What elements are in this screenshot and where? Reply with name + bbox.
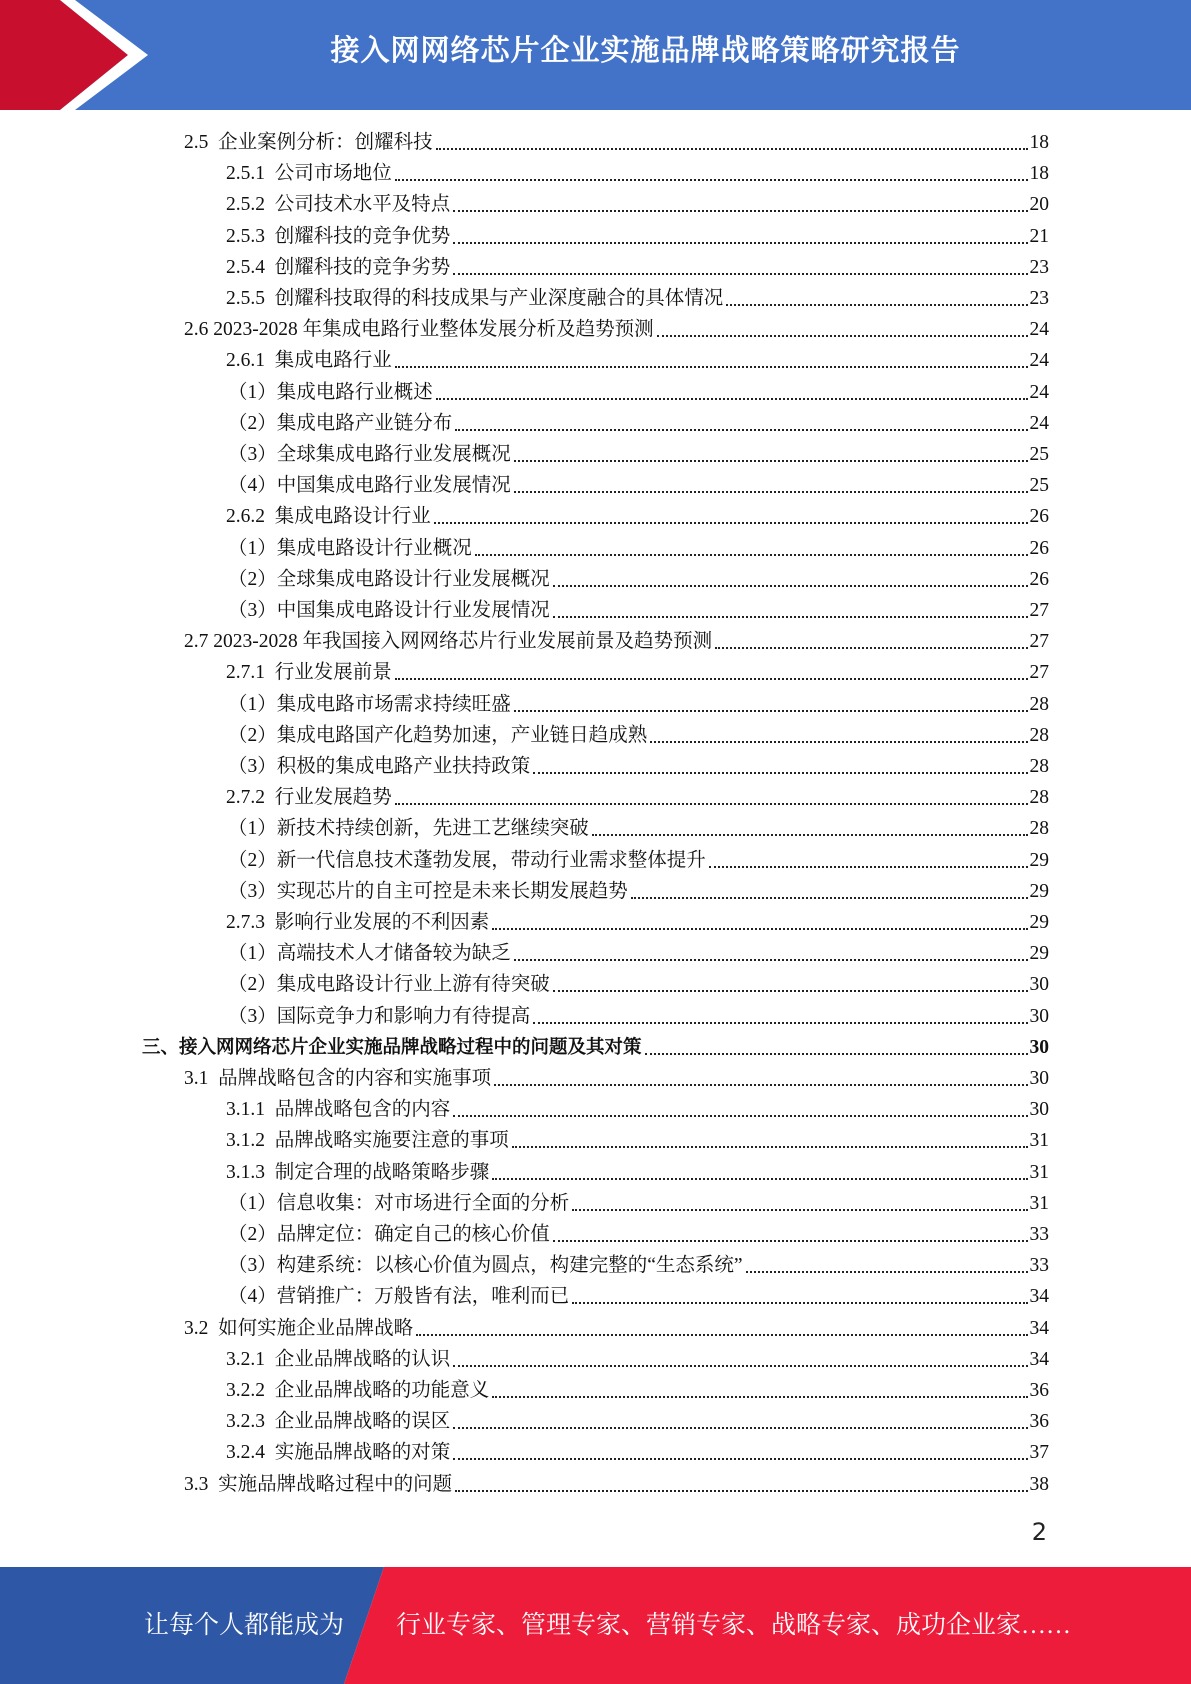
toc-entry-number: 2.5	[184, 132, 219, 153]
toc-entry[interactable]	[226, 158, 1049, 189]
toc-entry-page: 36	[1029, 1380, 1049, 1401]
toc-dot-leader	[453, 209, 1027, 212]
toc-entry[interactable]	[228, 533, 1049, 564]
toc-dot-leader	[453, 241, 1027, 244]
toc-entry-number: 3.2.3	[226, 1411, 275, 1433]
toc-entry[interactable]	[226, 189, 1049, 220]
toc-dot-leader	[553, 584, 1028, 587]
toc-entry-page: 24	[1029, 350, 1049, 372]
toc-entry-page: 34	[1029, 1317, 1049, 1339]
toc-entry-title: 实施品牌战略过程中的问题	[218, 1473, 453, 1495]
toc-dot-leader	[436, 397, 1028, 400]
toc-entry-title: 营销推广：万般皆有法，唯利而已	[276, 1286, 570, 1308]
toc-dot-leader	[475, 553, 1028, 556]
toc-entry-number: 2.5.3	[226, 225, 275, 247]
toc-entry-page: 30	[1029, 1099, 1049, 1121]
toc-entry-page: 31	[1029, 1161, 1049, 1183]
toc-dot-leader	[726, 303, 1027, 306]
toc-dot-leader	[746, 1270, 1028, 1273]
toc-dot-leader	[533, 771, 1027, 774]
toc-entry[interactable]	[228, 595, 1049, 626]
toc-entry-title: 集成电路产业链分布	[276, 412, 453, 434]
toc-entry-number: 2.7	[184, 631, 214, 653]
toc-dot-leader	[395, 178, 1028, 181]
toc-entry-title: 实现芯片的自主可控是未来长期发展趋势	[276, 880, 628, 902]
toc-entry-title: 品牌战略包含的内容和实施事项	[218, 1068, 492, 1089]
toc-entry-number: 2.6.2	[226, 506, 275, 528]
toc-entry-page: 27	[1029, 662, 1049, 684]
toc-entry-page: 34	[1029, 1286, 1049, 1308]
toc-entry-title: 2023-2028 年集成电路行业整体发展分析及趋势预测	[213, 319, 654, 341]
toc-dot-leader	[494, 1083, 1027, 1086]
toc-entry-number: 3.3	[184, 1473, 219, 1495]
toc-entry[interactable]	[226, 345, 1049, 376]
toc-dot-leader	[453, 1114, 1027, 1117]
toc-entry[interactable]	[226, 1406, 1049, 1437]
toc-entry-number: （2）	[228, 1224, 277, 1245]
toc-entry-number: （1）	[228, 1192, 277, 1214]
toc-entry-page: 27	[1029, 600, 1049, 621]
toc-entry-title: 制定合理的战略策略步骤	[274, 1161, 490, 1183]
toc-entry-title: 全球集成电路行业发展概况	[276, 444, 511, 465]
toc-entry-page: 25	[1029, 444, 1049, 465]
toc-entry-page: 28	[1029, 693, 1049, 715]
toc-entry-number: （1）	[228, 693, 277, 715]
toc-entry-title: 集成电路设计行业上游有待突破	[276, 974, 550, 996]
toc-entry-number: （3）	[228, 600, 277, 621]
toc-entry-title: 构建系统：以核心价值为圆点，构建完整的“生态系统”	[276, 1255, 743, 1277]
toc-entry-page: 21	[1029, 225, 1049, 247]
toc-entry-title: 行业发展前景	[274, 662, 392, 684]
toc-entry-page: 26	[1029, 506, 1049, 528]
toc-entry-number: 3.2.1	[226, 1348, 275, 1370]
toc-entry-title: 创耀科技取得的科技成果与产业深度融合的具体情况	[274, 288, 724, 309]
toc-entry[interactable]	[226, 907, 1049, 938]
header-arrow-decoration	[0, 0, 160, 110]
toc-dot-leader	[512, 1145, 1028, 1148]
toc-entry-page: 20	[1029, 194, 1049, 216]
toc-dot-leader	[492, 1177, 1027, 1180]
toc-entry-title: 企业品牌战略的功能意义	[274, 1380, 490, 1401]
toc-entry-number: 2.5.4	[226, 256, 275, 278]
toc-entry[interactable]	[228, 1188, 1049, 1219]
toc-entry-page: 26	[1029, 537, 1049, 559]
toc-dot-leader	[572, 1301, 1027, 1304]
toc-entry[interactable]	[228, 1250, 1049, 1281]
toc-dot-leader	[492, 927, 1027, 930]
toc-entry[interactable]	[228, 1219, 1049, 1250]
toc-entry-title: 企业品牌战略的误区	[274, 1411, 451, 1433]
toc-entry-title: 企业案例分析：创耀科技	[218, 132, 433, 153]
toc-entry-number: 2.7.3	[226, 912, 275, 933]
toc-entry-number: 3.2.2	[226, 1380, 275, 1401]
toc-entry-number: （3）	[228, 756, 277, 777]
toc-dot-leader	[645, 1052, 1028, 1055]
toc-dot-leader	[715, 646, 1027, 649]
toc-entry-page: 36	[1029, 1411, 1049, 1433]
toc-entry-number: 三、	[142, 1036, 180, 1058]
toc-entry-page: 30	[1029, 1068, 1049, 1089]
toc-entry[interactable]	[226, 1125, 1049, 1156]
toc-entry-page: 30	[1029, 1005, 1049, 1027]
toc-dot-leader	[436, 147, 1028, 150]
toc-entry-title: 如何实施企业品牌战略	[218, 1317, 414, 1339]
toc-entry-number: 3.2.4	[226, 1442, 275, 1464]
toc-entry-page: 33	[1029, 1224, 1049, 1245]
toc-entry[interactable]	[228, 377, 1049, 408]
page-number: 2	[1031, 1518, 1047, 1546]
toc-entry-page: 29	[1029, 880, 1049, 902]
toc-entry-title: 全球集成电路设计行业发展概况	[276, 568, 550, 590]
toc-entry[interactable]	[228, 845, 1049, 876]
toc-dot-leader	[514, 709, 1028, 712]
toc-dot-leader	[514, 490, 1028, 493]
toc-entry-page: 23	[1029, 256, 1049, 278]
toc-entry-number: （4）	[228, 475, 277, 497]
toc-entry-number: （1）	[228, 537, 277, 559]
toc-entry-title: 高端技术人才储备较为缺乏	[276, 943, 511, 965]
footer-slogan-left: 让每个人都能成为	[144, 1612, 345, 1639]
toc-entry[interactable]	[228, 751, 1049, 782]
toc-entry-page: 31	[1029, 1192, 1049, 1214]
toc-entry-page: 26	[1029, 568, 1049, 590]
toc-entry-page: 37	[1029, 1442, 1049, 1464]
toc-entry-number: 2.7.1	[226, 662, 275, 684]
toc-entry-number: 3.1.3	[226, 1161, 275, 1183]
toc-entry-number: （4）	[228, 1286, 277, 1308]
toc-dot-leader	[395, 677, 1028, 680]
toc-dot-leader	[455, 1489, 1027, 1492]
toc-entry-title: 影响行业发展的不利因素	[274, 912, 490, 933]
toc-entry-page: 18	[1029, 132, 1049, 153]
toc-dot-leader	[395, 365, 1028, 368]
toc-entry-number: 2.5.2	[226, 194, 275, 216]
toc-entry[interactable]	[228, 408, 1049, 439]
toc-entry-title: 实施品牌战略的对策	[274, 1442, 451, 1464]
toc-entry-title: 新技术持续创新，先进工艺继续突破	[276, 818, 589, 840]
toc-entry[interactable]	[226, 1094, 1049, 1125]
toc-entry[interactable]	[226, 283, 1049, 314]
toc-entry-title: 信息收集：对市场进行全面的分析	[276, 1192, 570, 1214]
toc-entry-number: （3）	[228, 1005, 277, 1027]
toc-entry-number: （3）	[228, 880, 277, 902]
toc-entry[interactable]	[228, 938, 1049, 969]
toc-dot-leader	[553, 615, 1028, 618]
toc-dot-leader	[709, 865, 1028, 868]
toc-entry[interactable]	[184, 1063, 1049, 1094]
toc-entry-title: 创耀科技的竞争优势	[274, 225, 451, 247]
toc-dot-leader	[492, 1395, 1027, 1398]
toc-entry-page: 28	[1029, 756, 1049, 777]
toc-entry-page: 28	[1029, 724, 1049, 746]
toc-entry-number: 3.1	[184, 1068, 219, 1089]
toc-entry-title: 积极的集成电路产业扶持政策	[276, 756, 531, 777]
toc-entry-number: （1）	[228, 818, 277, 840]
toc-entry-page: 31	[1029, 1130, 1049, 1152]
toc-entry[interactable]	[228, 439, 1049, 470]
toc-entry-page: 24	[1029, 381, 1049, 403]
toc-entry[interactable]	[228, 689, 1049, 720]
toc-entry-title: 集成电路设计行业	[274, 506, 431, 528]
toc-entry-title: 中国集成电路行业发展情况	[276, 475, 511, 497]
toc-dot-leader	[453, 272, 1027, 275]
toc-entry[interactable]	[226, 1157, 1049, 1188]
toc-entry-page: 38	[1029, 1473, 1049, 1495]
toc-entry-page: 18	[1029, 163, 1049, 185]
toc-entry-title: 2023-2028 年我国接入网网络芯片行业发展前景及趋势预测	[213, 631, 713, 653]
toc-dot-leader	[553, 1239, 1028, 1242]
toc-dot-leader	[650, 740, 1027, 743]
toc-entry[interactable]	[184, 127, 1049, 158]
toc-entry-title: 国际竞争力和影响力有待提高	[276, 1005, 531, 1027]
toc-entry-title: 创耀科技的竞争劣势	[274, 256, 451, 278]
toc-entry-page: 34	[1029, 1348, 1049, 1370]
toc-entry-title: 品牌战略实施要注意的事项	[274, 1130, 509, 1152]
footer-slogan-right: 行业专家、管理专家、营销专家、战略专家、成功企业家……	[396, 1612, 1072, 1639]
toc-dot-leader	[455, 428, 1027, 431]
toc-entry-page: 24	[1029, 319, 1049, 341]
toc-entry-number: （3）	[228, 1255, 277, 1277]
toc-dot-leader	[395, 802, 1028, 805]
toc-entry[interactable]	[228, 1281, 1049, 1312]
toc-entry[interactable]	[226, 221, 1049, 252]
toc-dot-leader	[416, 1333, 1027, 1336]
toc-dot-leader	[514, 459, 1028, 462]
toc-entry-title: 集成电路国产化趋势加速，产业链日趋成熟	[276, 724, 648, 746]
toc-entry[interactable]	[228, 720, 1049, 751]
toc-entry-title: 新一代信息技术蓬勃发展，带动行业需求整体提升	[276, 849, 706, 871]
toc-entry-number: 2.6	[184, 319, 214, 341]
page-header	[0, 0, 1191, 110]
toc-entry[interactable]	[226, 782, 1049, 813]
toc-entry-page: 27	[1029, 631, 1049, 653]
toc-entry-page: 30	[1029, 974, 1049, 996]
toc-entry-title: 公司技术水平及特点	[274, 194, 451, 216]
toc-entry-title: 集成电路市场需求持续旺盛	[276, 693, 511, 715]
toc-entry[interactable]	[228, 1001, 1049, 1032]
toc-entry[interactable]	[184, 314, 1049, 345]
toc-entry-title: 集成电路行业	[274, 350, 392, 372]
page-footer	[0, 1567, 1191, 1684]
toc-entry-page: 28	[1029, 787, 1049, 809]
toc-entry-number: 3.2	[184, 1317, 219, 1339]
toc-entry-title: 行业发展趋势	[274, 787, 392, 809]
toc-entry[interactable]	[226, 1344, 1049, 1375]
toc-entry[interactable]	[184, 1469, 1049, 1500]
toc-entry-page: 23	[1029, 288, 1049, 309]
toc-entry[interactable]	[228, 876, 1049, 907]
toc-entry-number: （1）	[228, 943, 277, 965]
toc-entry-number: （2）	[228, 724, 277, 746]
toc-entry-number: （2）	[228, 568, 277, 590]
toc-entry-title: 集成电路设计行业概况	[276, 537, 472, 559]
toc-entry-page: 30	[1029, 1036, 1049, 1058]
toc-dot-leader	[631, 896, 1028, 899]
toc-entry-title: 企业品牌战略的认识	[274, 1348, 451, 1370]
toc-entry-number: （2）	[228, 974, 277, 996]
toc-entry-title: 公司市场地位	[274, 163, 392, 185]
toc-entry-number: 3.1.1	[226, 1099, 275, 1121]
toc-dot-leader	[533, 1021, 1027, 1024]
toc-chapter-entry[interactable]	[142, 1032, 1049, 1063]
toc-dot-leader	[592, 833, 1028, 836]
toc-entry-number: 3.1.2	[226, 1130, 275, 1152]
toc-dot-leader	[453, 1457, 1027, 1460]
toc-dot-leader	[453, 1426, 1027, 1429]
toc-entry[interactable]	[228, 470, 1049, 501]
toc-entry-title: 集成电路行业概述	[276, 381, 433, 403]
toc-entry-page: 33	[1029, 1255, 1049, 1277]
toc-entry-page: 29	[1029, 912, 1049, 933]
toc-dot-leader	[553, 989, 1028, 992]
toc-entry[interactable]	[226, 252, 1049, 283]
report-title: 接入网网络芯片企业实施品牌战略策略研究报告	[330, 33, 961, 67]
toc-entry[interactable]	[226, 1437, 1049, 1468]
toc-entry[interactable]	[226, 657, 1049, 688]
toc-dot-leader	[453, 1364, 1027, 1367]
toc-entry-page: 29	[1029, 943, 1049, 965]
toc-entry-page: 24	[1029, 412, 1049, 434]
toc-entry[interactable]	[228, 813, 1049, 844]
toc-entry[interactable]	[228, 969, 1049, 1000]
toc-entry-number: 2.6.1	[226, 350, 275, 372]
toc-entry-number: 2.5.1	[226, 163, 275, 185]
toc-entry[interactable]	[184, 626, 1049, 657]
toc-dot-leader	[434, 521, 1028, 524]
toc-entry[interactable]	[184, 1313, 1049, 1344]
toc-entry-number: （3）	[228, 444, 277, 465]
toc-entry-number: （2）	[228, 412, 277, 434]
toc-entry-page: 25	[1029, 475, 1049, 497]
toc-entry-number: （1）	[228, 381, 277, 403]
toc-entry-page: 28	[1029, 818, 1049, 840]
toc-entry[interactable]	[226, 501, 1049, 532]
toc-dot-leader	[657, 334, 1028, 337]
toc-entry[interactable]	[226, 1375, 1049, 1406]
toc-entry-number: （2）	[228, 849, 277, 871]
toc-entry[interactable]	[228, 564, 1049, 595]
toc-dot-leader	[572, 1208, 1027, 1211]
toc-entry-title: 品牌定位：确定自己的核心价值	[276, 1224, 550, 1245]
toc-entry-number: 2.7.2	[226, 787, 275, 809]
toc-dot-leader	[514, 958, 1028, 961]
toc-entry-title: 品牌战略包含的内容	[274, 1099, 451, 1121]
toc-entry-page: 29	[1029, 849, 1049, 871]
toc-entry-title: 接入网网络芯片企业实施品牌战略过程中的问题及其对策	[179, 1036, 642, 1058]
toc-entry-title: 中国集成电路设计行业发展情况	[276, 600, 550, 621]
toc-entry-number: 2.5.5	[226, 288, 275, 309]
